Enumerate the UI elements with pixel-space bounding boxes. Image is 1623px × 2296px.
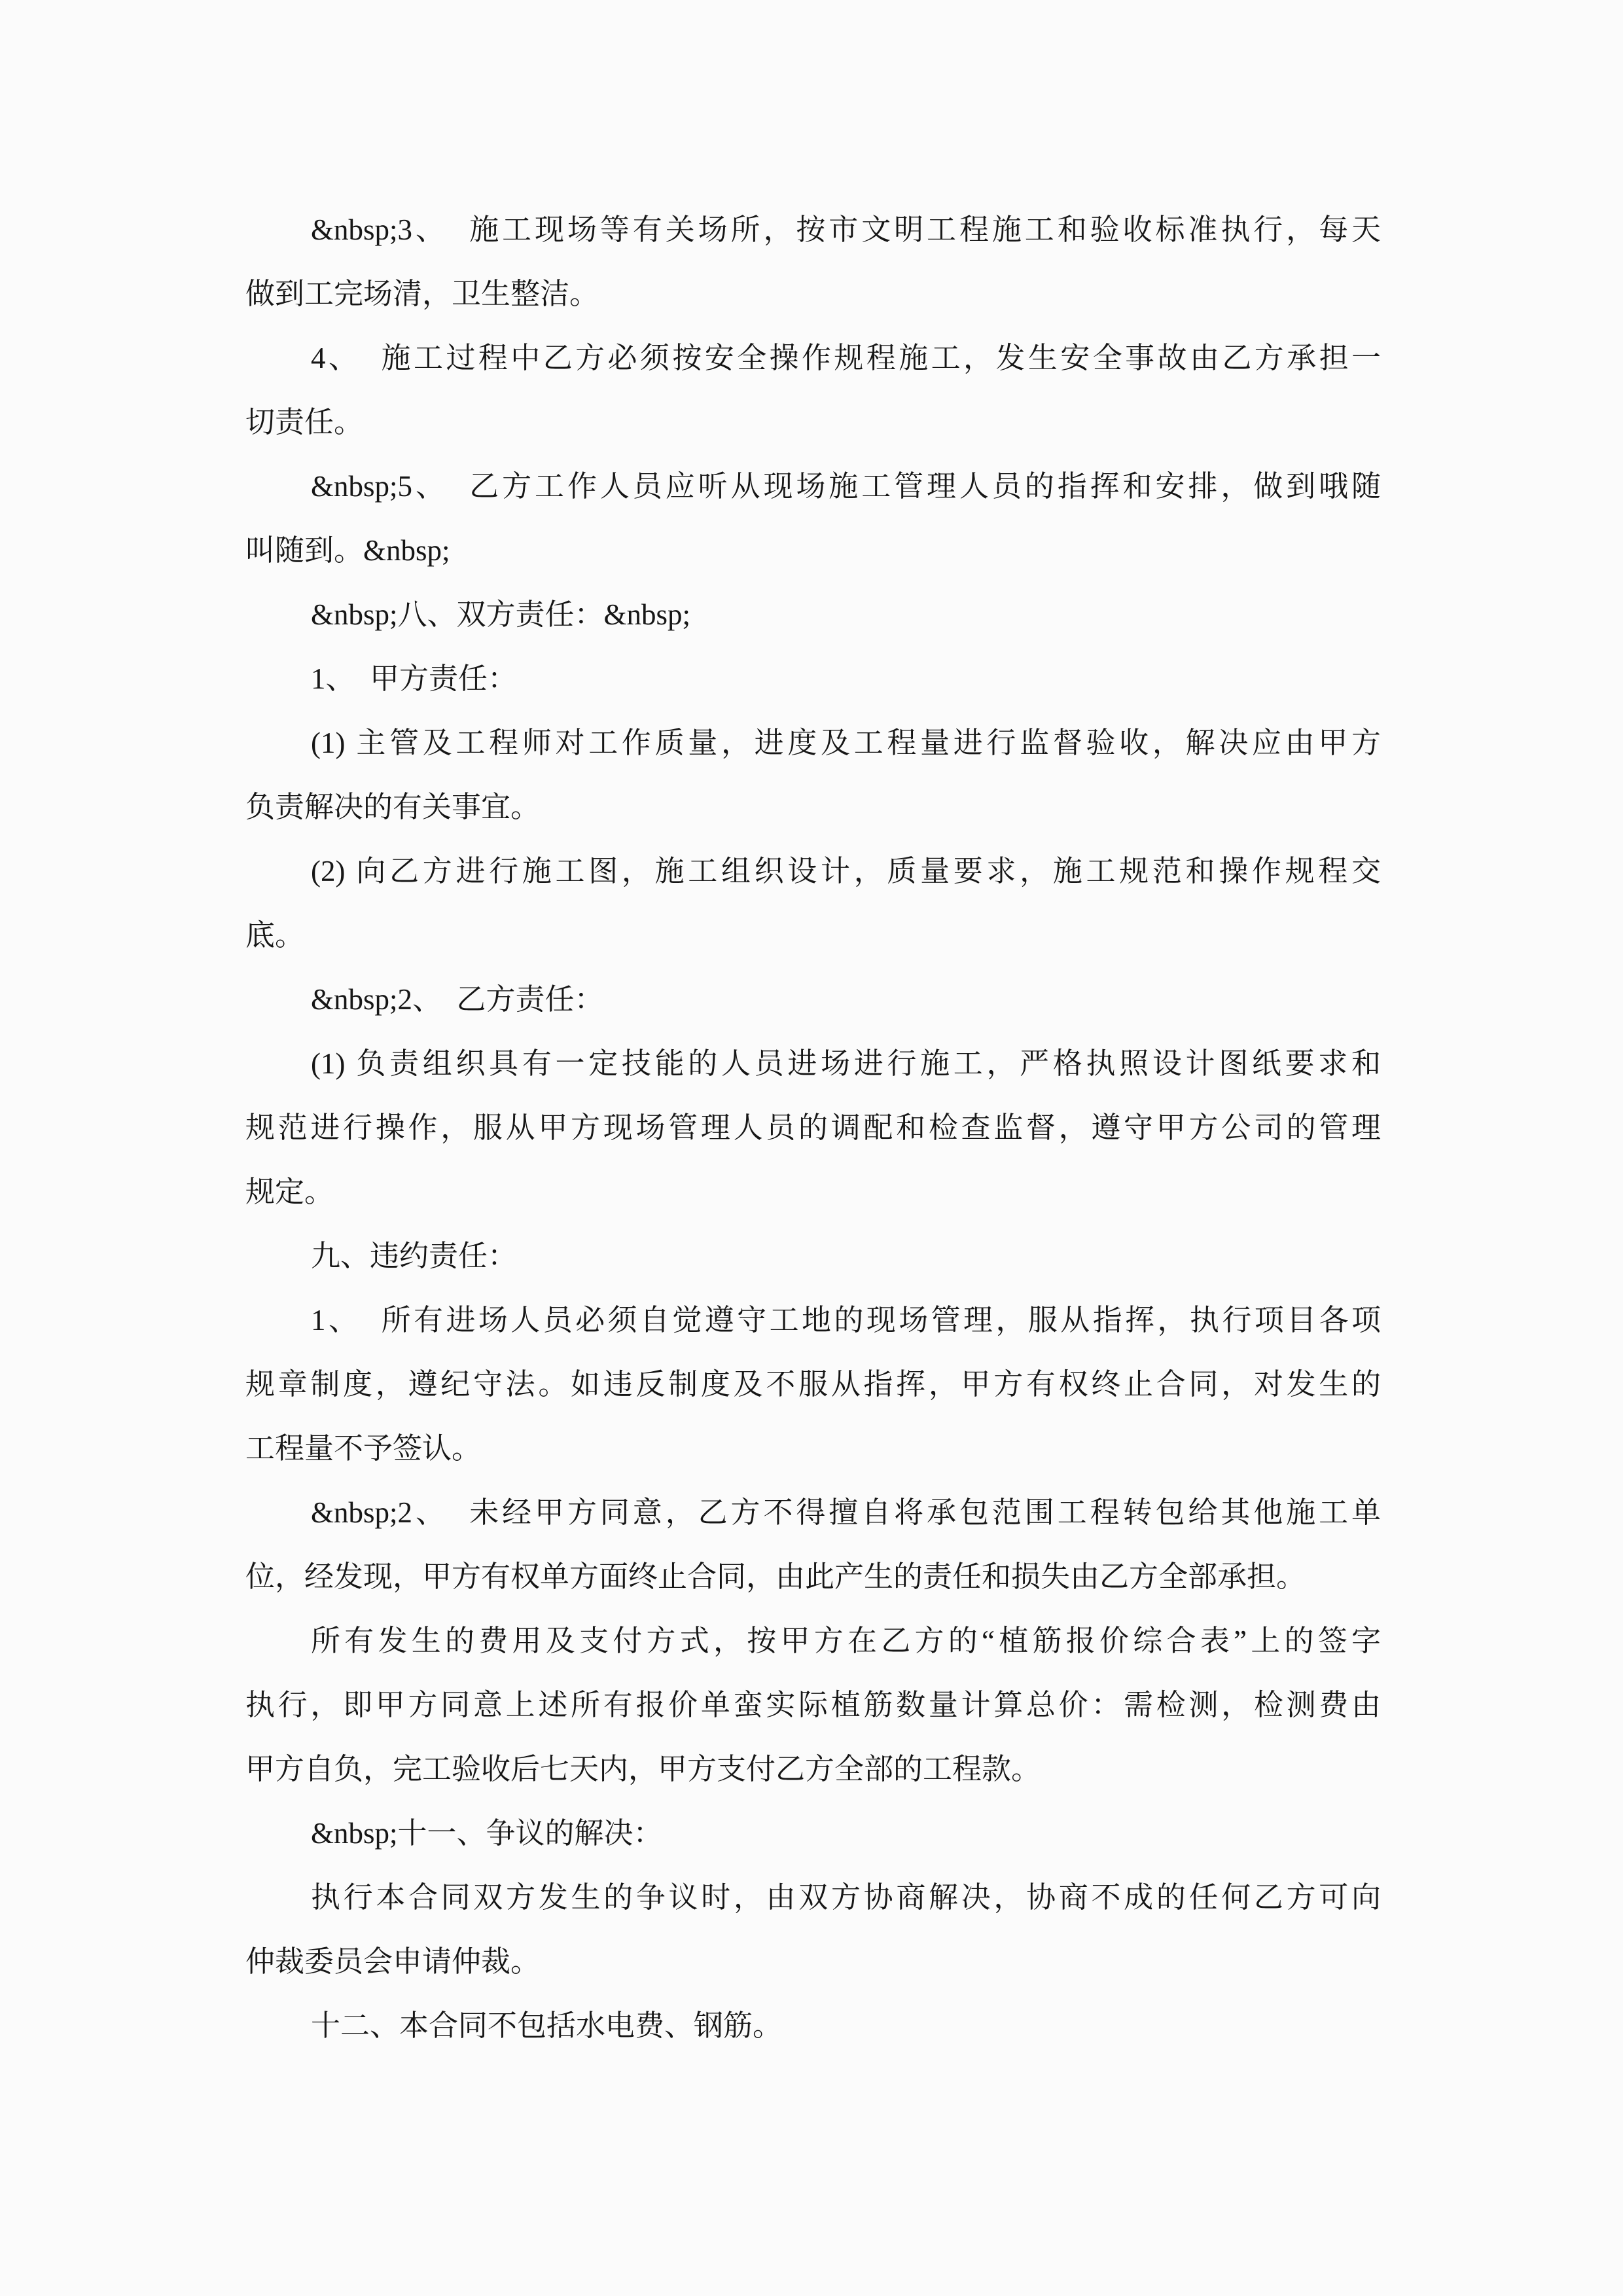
paragraph bbox=[245, 1865, 1381, 1994]
paragraph bbox=[245, 326, 1381, 454]
text-line: 负责解决的有关事宜。 bbox=[245, 791, 541, 823]
paragraph bbox=[245, 1224, 1381, 1288]
paragraph bbox=[245, 1609, 1381, 1801]
text-line: (2) 向乙方进行施工图，施工组织设计，质量要求，施工规范和操作规程交 bbox=[311, 855, 1381, 888]
paragraph bbox=[245, 711, 1381, 839]
text-line: (1) 主管及工程师对工作质量，进度及工程量进行监督验收，解决应由甲方 bbox=[311, 726, 1381, 759]
paragraph bbox=[245, 1480, 1381, 1609]
paragraph bbox=[245, 647, 1381, 711]
text-line: 执行本合同双方发生的争议时，由双方协商解决，协商不成的任何乙方可向 bbox=[311, 1881, 1381, 1914]
text-line: 工程量不予签认。 bbox=[245, 1432, 482, 1465]
text-line: 规范进行操作，服从甲方现场管理人员的调配和检查监督，遵守甲方公司的管理 bbox=[245, 1111, 1381, 1144]
text-line: &nbsp;十一、争议的解决： bbox=[311, 1817, 663, 1850]
text-line: &nbsp;2、 乙方责任： bbox=[311, 983, 604, 1016]
text-line: 位，经发现，甲方有权单方面终止合同，由此产生的责任和损失由乙方全部承担。 bbox=[245, 1560, 1306, 1593]
text-line: 规章制度，遵纪守法。如违反制度及不服从指挥，甲方有权终止合同，对发生的 bbox=[245, 1368, 1381, 1401]
text-line: 1、 所有进场人员必须自觉遵守工地的现场管理，服从指挥，执行项目各项 bbox=[311, 1304, 1381, 1336]
text-line: 仲裁委员会申请仲裁。 bbox=[245, 1945, 541, 1978]
text-line: 规定。 bbox=[245, 1175, 334, 1208]
text-line: 底。 bbox=[245, 919, 305, 952]
text-line: &nbsp;2、 未经甲方同意，乙方不得擅自将承包范围工程转包给其他施工单 bbox=[311, 1496, 1381, 1529]
text-line: 4、 施工过程中乙方必须按安全操作规程施工，发生安全事故由乙方承担一 bbox=[311, 342, 1381, 374]
text-line: 叫随到。&nbsp; bbox=[245, 534, 450, 567]
paragraph bbox=[245, 839, 1381, 967]
text-line: (1) 负责组织具有一定技能的人员进场进行施工，严格执照设计图纸要求和 bbox=[311, 1047, 1381, 1080]
text-line: 十二、本合同不包括水电费、钢筋。 bbox=[311, 2009, 783, 2042]
paragraph bbox=[245, 1288, 1381, 1480]
text-line: &nbsp;八、双方责任：&nbsp; bbox=[311, 598, 691, 631]
paragraph bbox=[245, 967, 1381, 1031]
paragraph bbox=[245, 583, 1381, 647]
paragraph bbox=[245, 454, 1381, 583]
text-line: &nbsp;3、 施工现场等有关场所，按市文明工程施工和验收标准执行，每天 bbox=[311, 213, 1381, 246]
text-line: 做到工完场清，卫生整洁。 bbox=[245, 278, 599, 310]
text-line: 九、违约责任： bbox=[311, 1240, 518, 1272]
text-line: 切责任。 bbox=[245, 406, 364, 439]
document-body bbox=[245, 198, 1381, 2058]
text-line: 1、 甲方责任： bbox=[311, 662, 518, 695]
text-line: 执行，即甲方同意上述所有报价单蛮实际植筋数量计算总价：需检测，检测费由 bbox=[245, 1689, 1381, 1721]
text-line: 甲方自负，完工验收后七天内，甲方支付乙方全部的工程款。 bbox=[245, 1753, 1041, 1785]
paragraph bbox=[245, 1031, 1381, 1224]
paragraph bbox=[245, 1994, 1381, 2058]
text-line: &nbsp;5、 乙方工作人员应听从现场施工管理人员的指挥和安排，做到哦随 bbox=[311, 470, 1381, 503]
paragraph bbox=[245, 198, 1381, 326]
paragraph bbox=[245, 1801, 1381, 1865]
text-line: 所有发生的费用及支付方式，按甲方在乙方的“植筋报价综合表”上的签字 bbox=[311, 1624, 1381, 1657]
